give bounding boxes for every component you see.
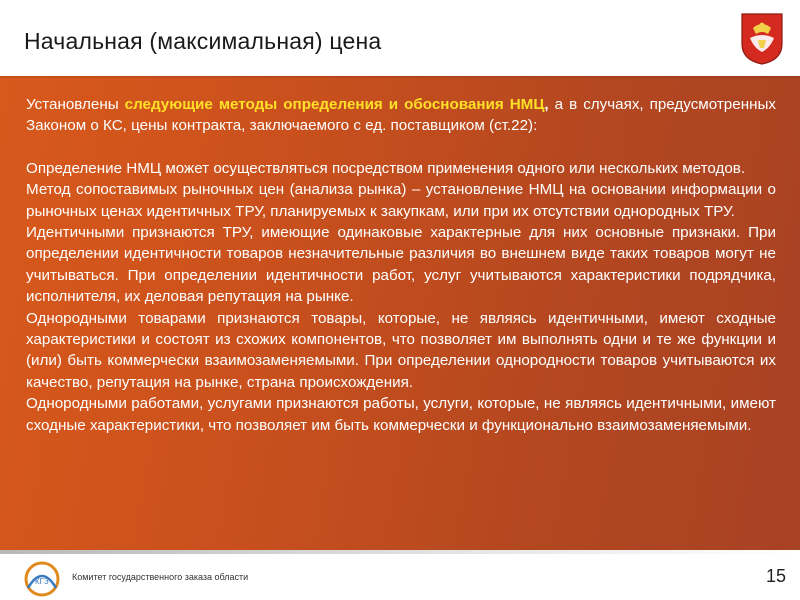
intro-suffix: а в случаях, предусмотренных Законом о КС, цены контракта, заключаемого с ед. поставщиком (ст.22): xyxy=(26,96,776,135)
paragraph-methods: Определение НМЦ может осуществляться посредством применения одного или нескольких методов. xyxy=(26,159,746,177)
footer-organization: Комитет государственного заказа области xyxy=(72,572,249,582)
paragraph-identical: Идентичными признаются ТРУ, имеющие одинаковые характерные для них основные признаки. При определении идентичности товаров незначительные различия во внешнем виде таких товаров могут не учитываться. При определении идентичности работ, услуг учитываются характеристики подрядчика, исполнителя, их деловая репутация на рынке. xyxy=(26,224,776,306)
paragraph-homogeneous-goods: Однородными товарами признаются товары, которые, не являясь идентичными, имеют сходные характеристики и состоят из схожих компонентов, что позволяет им выполнять одни и те же функции и (или) быть коммерчески взаимозаменяемыми. При определении однородности товаров учитываются их качество, репутация на рынке, страна происхождения. xyxy=(26,309,776,391)
intro-paragraph xyxy=(26,94,776,137)
intro-suffix-start: , xyxy=(544,96,549,113)
content-body xyxy=(26,94,776,436)
content-panel xyxy=(0,76,800,550)
slide-title: Начальная (максимальная) цена xyxy=(24,28,382,54)
committee-logo-icon xyxy=(20,558,64,598)
intro-highlight: следующие методы определения и обоснования НМЦ xyxy=(124,96,545,113)
page-number: 15 xyxy=(765,566,786,586)
svg-text:КГЗ: КГЗ xyxy=(35,577,49,586)
paragraph-market-method: Метод сопоставимых рыночных цен (анализа рынка) – установление НМЦ на основании информации о рыночных ценах идентичных ТРУ, планируемых к закупкам, или при их отсутствии однородных ТРУ. xyxy=(26,181,776,220)
footer-divider xyxy=(0,550,800,554)
coat-of-arms-icon xyxy=(740,12,784,66)
paragraph-homogeneous-works: Однородными работами, услугами признаются работы, услуги, которые, не являясь идентичными, имеют сходные характеристики, что позволяет им быть коммерчески и функционально взаимозаменяемыми. xyxy=(26,395,776,434)
paragraph-gap xyxy=(26,137,776,158)
intro-prefix: Установлены xyxy=(26,96,125,113)
